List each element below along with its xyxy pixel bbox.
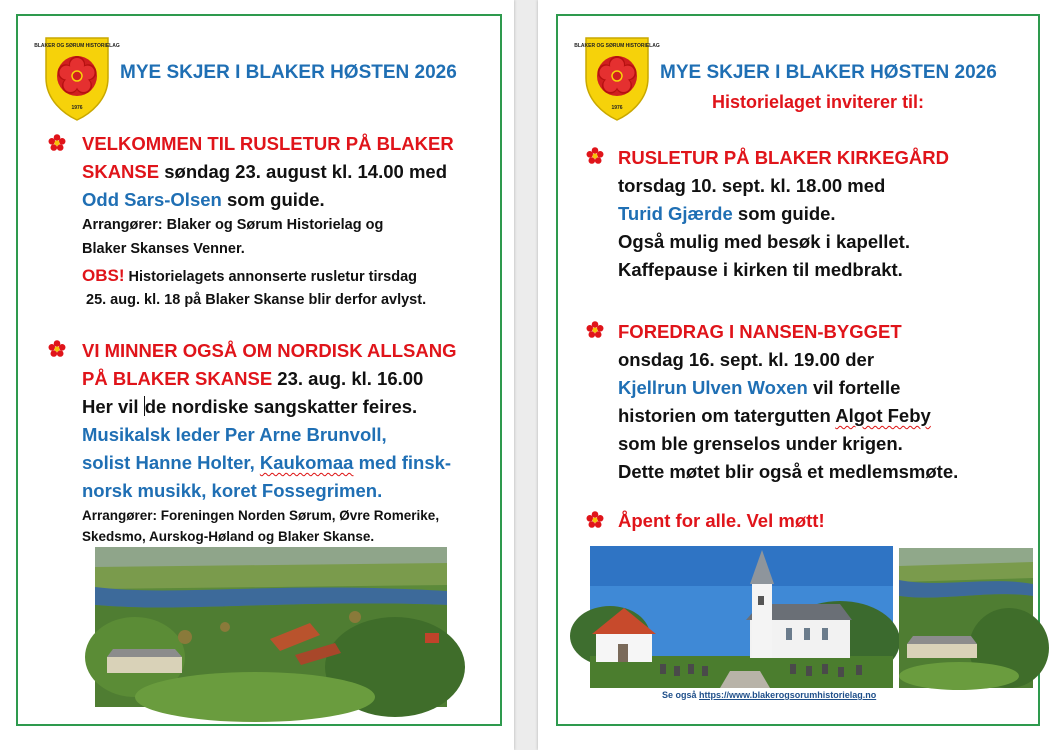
event-title: VI MINNER OGSÅ OM NORDISK ALLSANG — [82, 340, 457, 361]
closing-text: Åpent for alle. Vel møtt! — [618, 510, 825, 531]
event-detail: som ble grenselos under krigen. — [618, 433, 903, 454]
guide-suffix: som guide. — [732, 203, 836, 224]
event-detail: Også mulig med besøk i kapellet. — [618, 231, 910, 252]
event-date: onsdag 16. sept. kl. 19.00 der — [618, 349, 875, 370]
desc-pre: Her vil — [82, 396, 144, 417]
person-name: Algot Feby — [835, 405, 931, 426]
obs-text-2: 25. aug. kl. 18 på Blaker Skanse blir derfor avlyst. — [86, 292, 427, 308]
speaker-suffix: vil fortelle — [807, 377, 901, 398]
organizers-line: Blaker Skanses Venner. — [82, 241, 245, 257]
logo-year: 1976 — [611, 105, 623, 111]
organizers-line: Arrangører: Blaker og Sørum Historielag og — [82, 217, 384, 233]
desc-post: de nordiske sangskatter feires. — [144, 396, 418, 417]
event-detail: Kaffepause i kirken til medbrakt. — [618, 259, 903, 280]
performer-name: Kaukomaa — [259, 452, 354, 473]
event-detail: historien om tatergutten — [618, 405, 836, 426]
footer-note — [662, 690, 876, 700]
page-title: MYE SKJER I BLAKER HØSTEN 2026 — [120, 62, 457, 83]
event-title: VELKOMMEN TIL RUSLETUR PÅ BLAKER — [82, 133, 454, 154]
aerial-photo-small — [899, 548, 1033, 688]
performers-line: norsk musikk, koret Fossegrimen. — [82, 480, 383, 501]
page-subtitle: Historielaget inviterer til: — [712, 92, 925, 112]
logo-year: 1976 — [71, 105, 83, 111]
church-photo — [590, 546, 893, 688]
event-date: 23. aug. kl. 16.00 — [272, 368, 424, 389]
guide-name: Odd Sars-Olsen — [82, 189, 222, 210]
obs-text: Historielagets annonserte rusletur tirsdag — [124, 269, 417, 285]
logo-text: BLAKER OG SØRUM HISTORIELAG — [574, 43, 660, 49]
left-page — [0, 0, 514, 750]
red-flower-icon — [586, 511, 604, 529]
footer-prefix: Se også — [662, 690, 700, 700]
guide-name: Turid Gjærde — [618, 203, 733, 224]
guide-suffix: som guide. — [221, 189, 325, 210]
performers-line: solist Hanne Holter, — [82, 452, 260, 473]
historielag-shield-logo — [34, 36, 120, 122]
red-flower-icon — [586, 321, 604, 339]
website-link[interactable]: https://www.blakerogsorumhistorielag.no — [699, 690, 877, 700]
event-date: søndag 23. august kl. 14.00 med — [159, 161, 447, 182]
event-detail: Dette møtet blir også et medlemsmøte. — [618, 461, 959, 482]
organizers-line: Arrangører: Foreningen Norden Sørum, Øvre Romerike, — [82, 508, 440, 523]
performers-line: Musikalsk leder Per Arne Brunvoll, — [82, 424, 387, 445]
event-title: RUSLETUR PÅ BLAKER KIRKEGÅRD — [618, 147, 949, 168]
right-page — [538, 0, 1058, 750]
page-title: MYE SKJER I BLAKER HØSTEN 2026 — [660, 62, 997, 83]
performers-line: med finsk- — [353, 452, 452, 473]
event-title: FOREDRAG I NANSEN-BYGGET — [618, 321, 902, 342]
red-flower-icon — [48, 134, 66, 152]
historielag-shield-logo — [574, 36, 660, 122]
organizers-line: Skedsmo, Aurskog-Høland og Blaker Skanse. — [82, 529, 375, 544]
red-flower-icon — [48, 340, 66, 358]
red-flower-icon — [586, 147, 604, 165]
event-date: torsdag 10. sept. kl. 18.00 med — [618, 175, 886, 196]
obs-label: OBS! — [82, 266, 125, 285]
aerial-photo-blaker-skanse — [95, 547, 447, 707]
speaker-name: Kjellrun Ulven Woxen — [618, 377, 808, 398]
event-title-cont: SKANSE — [82, 161, 160, 182]
event-title-cont: PÅ BLAKER SKANSE — [82, 368, 273, 389]
logo-text: BLAKER OG SØRUM HISTORIELAG — [34, 43, 120, 49]
